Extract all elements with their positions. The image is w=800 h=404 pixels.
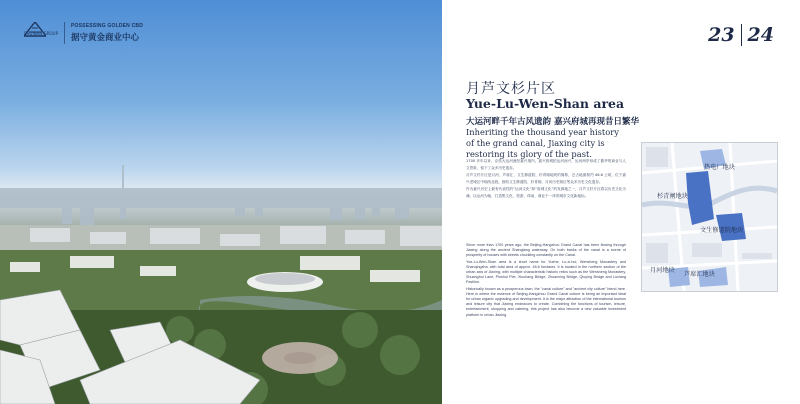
page-numbers <box>708 24 774 46</box>
map-label-shanqing: 杉青闸地块 <box>657 193 688 200</box>
body-text-cn <box>466 158 626 201</box>
body-text-en <box>466 243 626 319</box>
brand-english: POSSESSING GOLDEN CBD <box>71 23 144 29</box>
map-label-wensheng: 文生修道院地块 <box>700 227 744 234</box>
brand-logo <box>24 22 143 44</box>
body-en-paragraph: Yue-Lu-Wen-Shan area is a short name for Yuehe, Lu-xi-hui, Wensheng Monastery and Shanqingzha, with total area of approx. 46.6 hectares. It is located in the northern section of the urban axis of Jiaxing, with multiple characteristic historic relics such as the Wensheng Monastery, Shuanghui Lane, Pinshui Pier, Xiuchang Bridge, Zhuanxing Bridge, Qiuying Bridge and Luxiang Pavilion. <box>466 259 626 285</box>
page-number-divider <box>741 24 742 46</box>
page-number-left: 23 <box>708 24 735 46</box>
page-number-right: 24 <box>747 24 774 46</box>
logo-mark <box>24 30 58 36</box>
company-logo-icon <box>24 22 46 38</box>
subtitle-en: Inheriting the thousand year history of the grand canal, Jiaxing city is restoring its glory of the past. <box>466 127 619 159</box>
section-title-en: Yue-Lu-Wen-Shan area <box>466 96 625 111</box>
company-name: SHUINAN GROUP <box>24 31 59 36</box>
body-cn-paragraph: 月芦文杉片区是月河、芦席汇、文生修道院、杉青闸地块的简称，总占地面积约 46.6 公顷，位于嘉兴老城区中轴线北段，拥有文生修道院、杉青闸、月河历史街区等众多历史文化遗存。 <box>466 173 626 184</box>
section-title-cn: 月芦文杉片区 <box>466 81 556 97</box>
area-map <box>641 142 778 292</box>
map-label-yuehe: 月河地块 <box>650 267 675 274</box>
map-label-thermal: 热电厂地块 <box>704 164 735 171</box>
brand-divider <box>64 22 65 44</box>
body-en-paragraph: Since more than 1700 years ago, the Beijing-Hangzhou Grand Canal has been flowing through Jiaxing along the ancient Shangtang waterway. On both banks of the canal is a scene of prosperity of houses with streets chuckling constantly on the Canal. <box>466 243 626 258</box>
brand-chinese: 据守黄金商业中心 <box>71 33 140 43</box>
body-cn-paragraph: 1700 多年以来，京杭大运河流经嘉兴境内，嘉兴府城依运河而兴，运河两岸形成了繁华的商业与人文景象，留下了众多历史遗存。 <box>466 159 626 170</box>
body-cn-paragraph: 作为嘉兴历史上最有代表性的“运河文化”和“府城文化”的发源地之一，月芦文杉片区将以历史文化为魂，以运河为轴，打造集文化、旅游、休闲、商业于一体的城市文化新地标。 <box>466 187 626 198</box>
body-en-paragraph: Historically known as a prosperous town, the "canal culture" and "ancient city culture" blend here. Here is where the essence of Beijing-Hangzhou Grand Canal culture is being an important ideal for urban organic upgrading and development. It is the major attraction of the international tourism and leisure city that Jiaxing endeavors to create. Combining the functions of tourism, leisure, entertainment, shopping and catering, this project has also become a new valuable investment platform in urban Jiaxing. <box>466 286 626 317</box>
map-label-luxihui: 芦席汇地块 <box>684 271 715 278</box>
subtitle-cn: 大运河畔千年古风遗韵 嘉兴府城再现昔日繁华 <box>466 117 639 127</box>
